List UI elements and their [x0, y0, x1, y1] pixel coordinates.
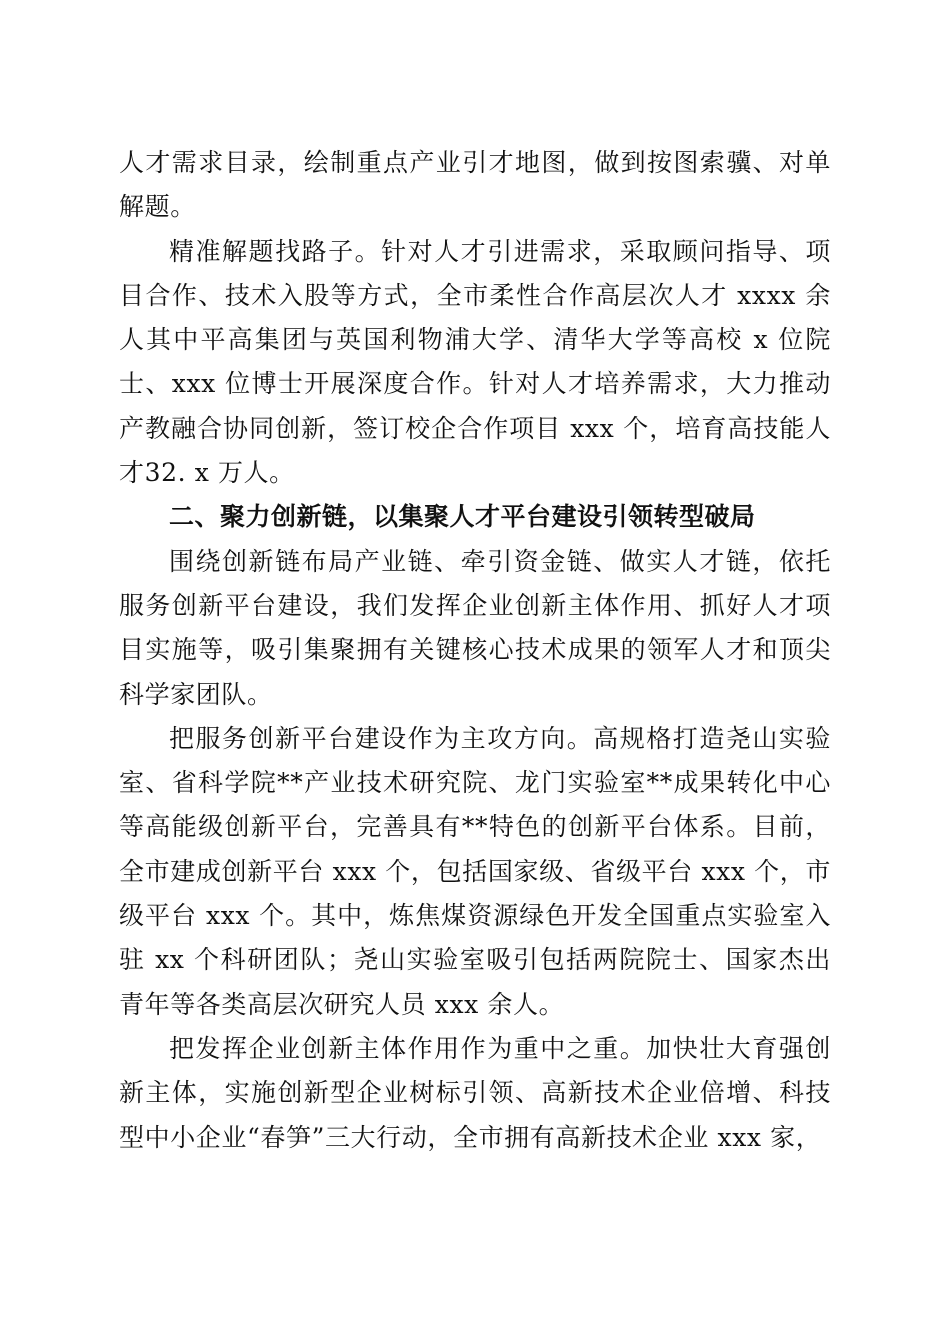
section-heading-innovation-chain: 二、聚力创新链，以集聚人才平台建设引领转型破局 [169, 502, 756, 532]
paragraph-innovation-chain-intro: 围绕创新链布局产业链、牵引资金链、做实人才链，依托服务创新平台建设，我们发挥企业创新主体作用、抓好人才项目实施等，吸引集聚拥有关键核心技术成果的领军人才和顶尖科学家团队。 [119, 546, 831, 709]
paragraph-innovation-platforms: 把服务创新平台建设作为主攻方向。高规格打造尧山实验室、省科学院**产业技术研究院、龙门实验室**成果转化中心等高能级创新平台，完善具有**特色的创新平台体系。目前，全市建成创新平台 xxx 个，包括国家级、省级平台 xxx 个，市级平台 xxx 个。其中，炼焦煤资源绿色开发全国重点实验室入驻 xx 个科研团队；尧山实验室吸引包括两院院士、国家杰出青年等各类高层次研究人员 xxx 余人。 [119, 723, 831, 1019]
paragraph-precise-solutions: 精准解题找路子。针对人才引进需求，采取顾问指导、项目合作、技术入股等方式，全市柔性合作高层次人才 xxxx 余人其中平高集团与英国利物浦大学、清华大学等高校 x 位院士、xxx 位博士开展深度合作。针对人才培养需求，大力推动产教融合协同创新，签订校企合作项目 xxx 个，培育高技能人才32. x 万人。 [119, 236, 831, 488]
paragraph-enterprise-innovation: 把发挥企业创新主体作用作为重中之重。加快壮大育强创新主体，实施创新型企业树标引领、高新技术企业倍增、科技型中小企业“春笋”三大行动，全市拥有高新技术企业 xxx 家， [119, 1033, 831, 1152]
document-body [119, 141, 831, 1160]
paragraph-continuation: 人才需求目录，绘制重点产业引才地图，做到按图索骥、对单解题。 [119, 148, 831, 222]
